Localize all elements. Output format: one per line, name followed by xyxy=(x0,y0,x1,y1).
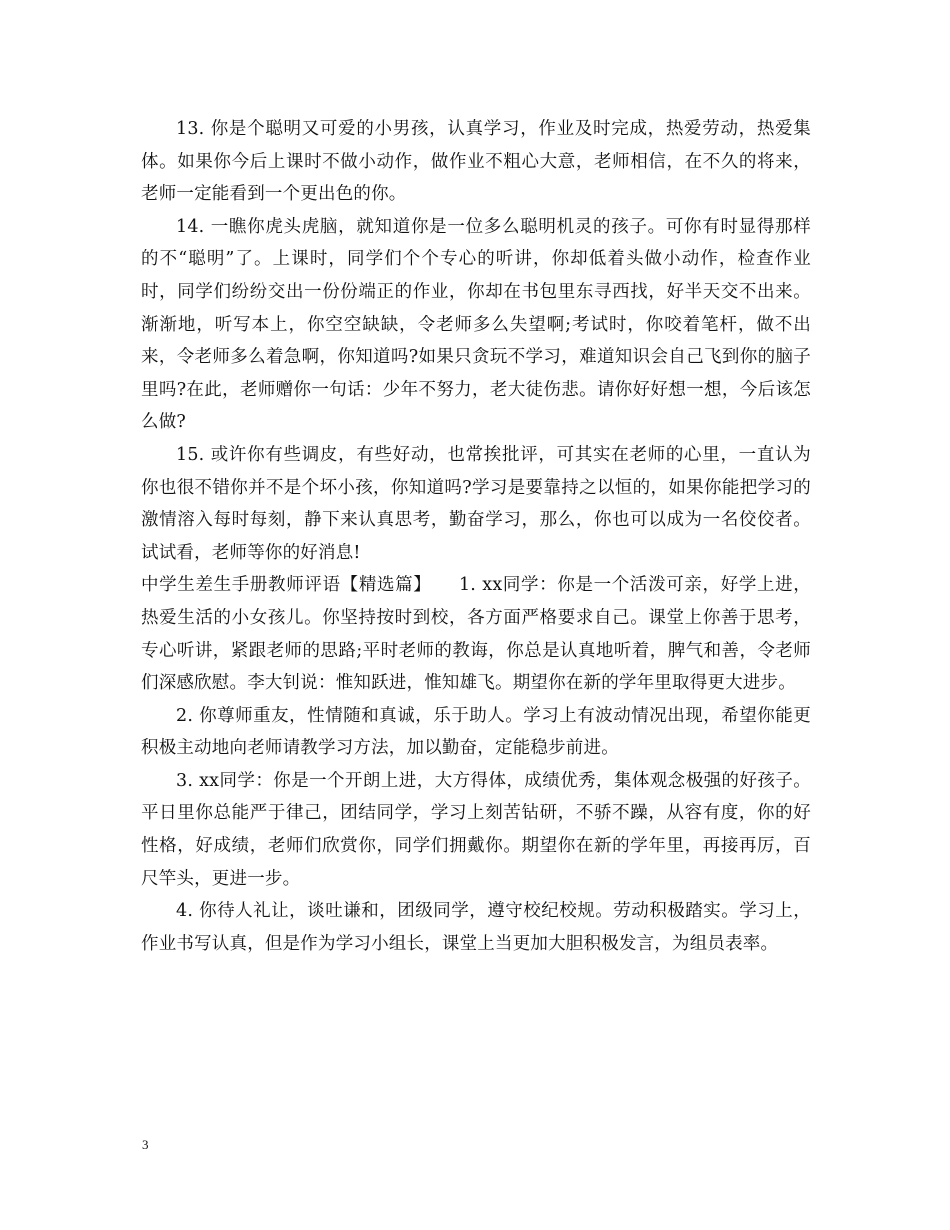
comment-paragraph-13: 13. 你是个聪明又可爱的小男孩，认真学习，作业及时完成，热爱劳动，热爱集体。如果你今后上课时不做小动作，做作业不粗心大意，老师相信，在不久的将来，老师一定能看到一个更出色的你。 xyxy=(141,119,811,205)
comment-paragraph-15: 15. 或许你有些调皮，有些好动，也常挨批评，可其实在老师的心里，一直认为你也很不错你并不是个坏小孩，你知道吗?学习是要靠持之以恒的，如果你能把学习的激情溶入每时每刻，静下来认真思考，勤奋学习，那么，你也可以成为一名佼佼者。试试看，老师等你的好消息! xyxy=(141,444,811,563)
comment-paragraph-3: 3. xx同学：你是一个开朗上进，大方得体，成绩优秀，集体观念极强的好孩子。平日里你总能严于律己，团结同学，学习上刻苦钻研，不骄不躁，从容有度，你的好性格，好成绩，老师们欣赏你，同学们拥戴你。期望你在新的学年里，再接再厉，百尺竿头，更进一步。 xyxy=(141,770,811,889)
page-number: 3 xyxy=(142,1137,149,1152)
comment-paragraph-14: 14. 一瞧你虎头虎脑，就知道你是一位多么聪明机灵的孩子。可你有时显得那样的不“聪明”了。上课时，同学们个个专心的听讲，你却低着头做小动作，检查作业时，同学们纷纷交出一份份端正的作业，你却在书包里东寻西找，好半天交不出来。渐渐地，听写本上，你空空缺缺，令老师多么失望啊;考试时，你咬着笔杆，做不出来，令老师多么着急啊，你知道吗?如果只贪玩不学习，难道知识会自己飞到你的脑子里吗?在此，老师赠你一句话：少年不努力，老大徒伤悲。请你好好想一想，今后该怎么做? xyxy=(141,216,811,433)
page-body xyxy=(141,113,811,960)
section-heading-paragraph-1: 中学生差生手册教师评语【精选篇】 1. xx同学：你是一个活泼可亲，好学上进，热爱生活的小女孩儿。你坚持按时到校，各方面严格要求自己。课堂上你善于思考，专心听讲，紧跟老师的思路;平时老师的教诲，你总是认真地听着，脾气和善，令老师们深感欣慰。李大钊说：惟知跃进，惟知雄飞。期望你在新的学年里取得更大进步。 xyxy=(141,575,811,694)
comment-paragraph-2: 2. 你尊师重友，性情随和真诚，乐于助人。学习上有波动情况出现，希望你能更积极主动地向老师请教学习方法，加以勤奋，定能稳步前进。 xyxy=(141,705,811,759)
comment-paragraph-4: 4. 你待人礼让，谈吐谦和，团级同学，遵守校纪校规。劳动积极踏实。学习上，作业书写认真，但是作为学习小组长，课堂上当更加大胆积极发言，为组员表率。 xyxy=(141,901,811,954)
